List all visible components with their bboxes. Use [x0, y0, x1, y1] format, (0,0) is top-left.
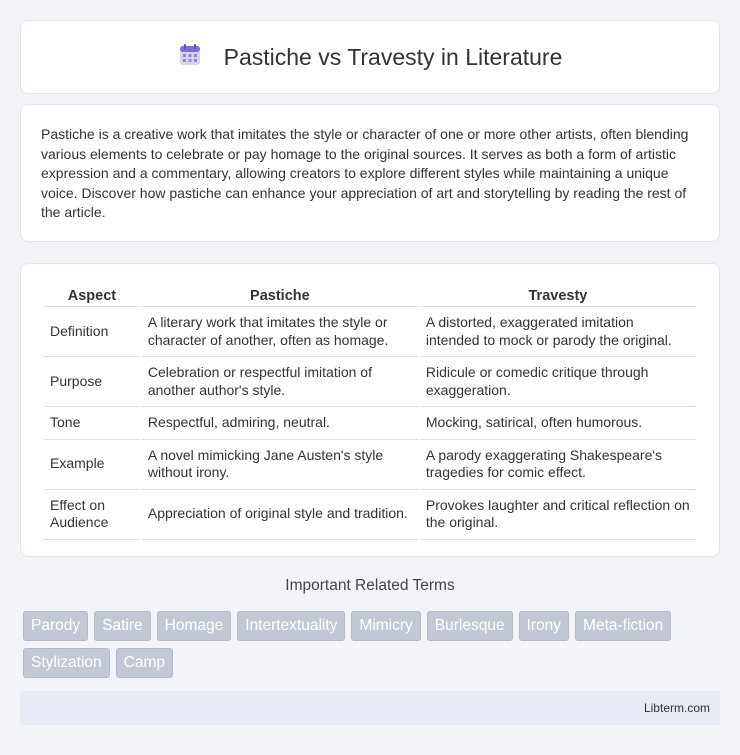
- footer-site-link[interactable]: Libterm.com: [643, 701, 710, 715]
- tag-mimicry[interactable]: Mimicry: [351, 611, 420, 641]
- row-aspect: Example: [44, 440, 140, 490]
- page-title: Pastiche vs Travesty in Literature: [223, 43, 563, 70]
- table-row: [44, 440, 696, 490]
- tag-intertextuality[interactable]: Intertextuality: [237, 611, 345, 641]
- row-travesty: Mocking, satirical, often humorous.: [420, 407, 696, 440]
- title-card: [20, 20, 720, 94]
- row-travesty: Ridicule or comedic critique through exaggeration.: [420, 357, 696, 407]
- header-pastiche: Pastiche: [142, 284, 418, 307]
- footer: [20, 691, 720, 725]
- related-terms-list: [23, 611, 723, 678]
- tag-irony[interactable]: Irony: [519, 611, 569, 641]
- tag-burlesque[interactable]: Burlesque: [427, 611, 513, 641]
- table-row: [44, 490, 696, 540]
- table-row: [44, 307, 696, 357]
- row-pastiche: Celebration or respectful imitation of another author's style.: [142, 357, 418, 407]
- row-pastiche: Respectful, admiring, neutral.: [142, 407, 418, 440]
- tag-parody[interactable]: Parody: [23, 611, 88, 641]
- comparison-card: [20, 263, 720, 557]
- calendar-icon: [178, 43, 202, 72]
- intro-text: Pastiche is a creative work that imitates the style or character of one or more other artists, often blending various elements to celebrate or pay homage to the original sources. It serves as both a form of artistic expression and a commentary, allowing creators to explore different styles while maintaining a unique voice. Discover how pastiche can enhance your appreciation of art and storytelling by reading the rest of the article.: [41, 126, 689, 221]
- row-aspect: Definition: [44, 307, 140, 357]
- header-travesty: Travesty: [420, 284, 696, 307]
- row-aspect: Tone: [44, 407, 140, 440]
- row-travesty: A distorted, exaggerated imitation intended to mock or parody the original.: [420, 307, 696, 357]
- tag-stylization[interactable]: Stylization: [23, 648, 110, 678]
- row-pastiche: A literary work that imitates the style or character of another, often as homage.: [142, 307, 418, 357]
- table-row: [44, 357, 696, 407]
- row-pastiche: Appreciation of original style and tradition.: [142, 490, 418, 540]
- tag-homage[interactable]: Homage: [157, 611, 232, 641]
- table-row: [44, 407, 696, 440]
- row-pastiche: A novel mimicking Jane Austen's style without irony.: [142, 440, 418, 490]
- intro-card: [20, 104, 720, 242]
- table-header-row: [44, 284, 696, 307]
- tag-satire[interactable]: Satire: [94, 611, 151, 641]
- row-aspect: Purpose: [44, 357, 140, 407]
- row-travesty: Provokes laughter and critical reflection on the original.: [420, 490, 696, 540]
- tag-camp[interactable]: Camp: [116, 648, 173, 678]
- related-terms-title: Important Related Terms: [285, 577, 455, 594]
- row-travesty: A parody exaggerating Shakespeare's tragedies for comic effect.: [420, 440, 696, 490]
- row-aspect: Effect on Audience: [44, 490, 140, 540]
- tag-meta-fiction[interactable]: Meta-fiction: [575, 611, 671, 641]
- comparison-table: [42, 284, 698, 540]
- header-aspect: Aspect: [44, 284, 140, 307]
